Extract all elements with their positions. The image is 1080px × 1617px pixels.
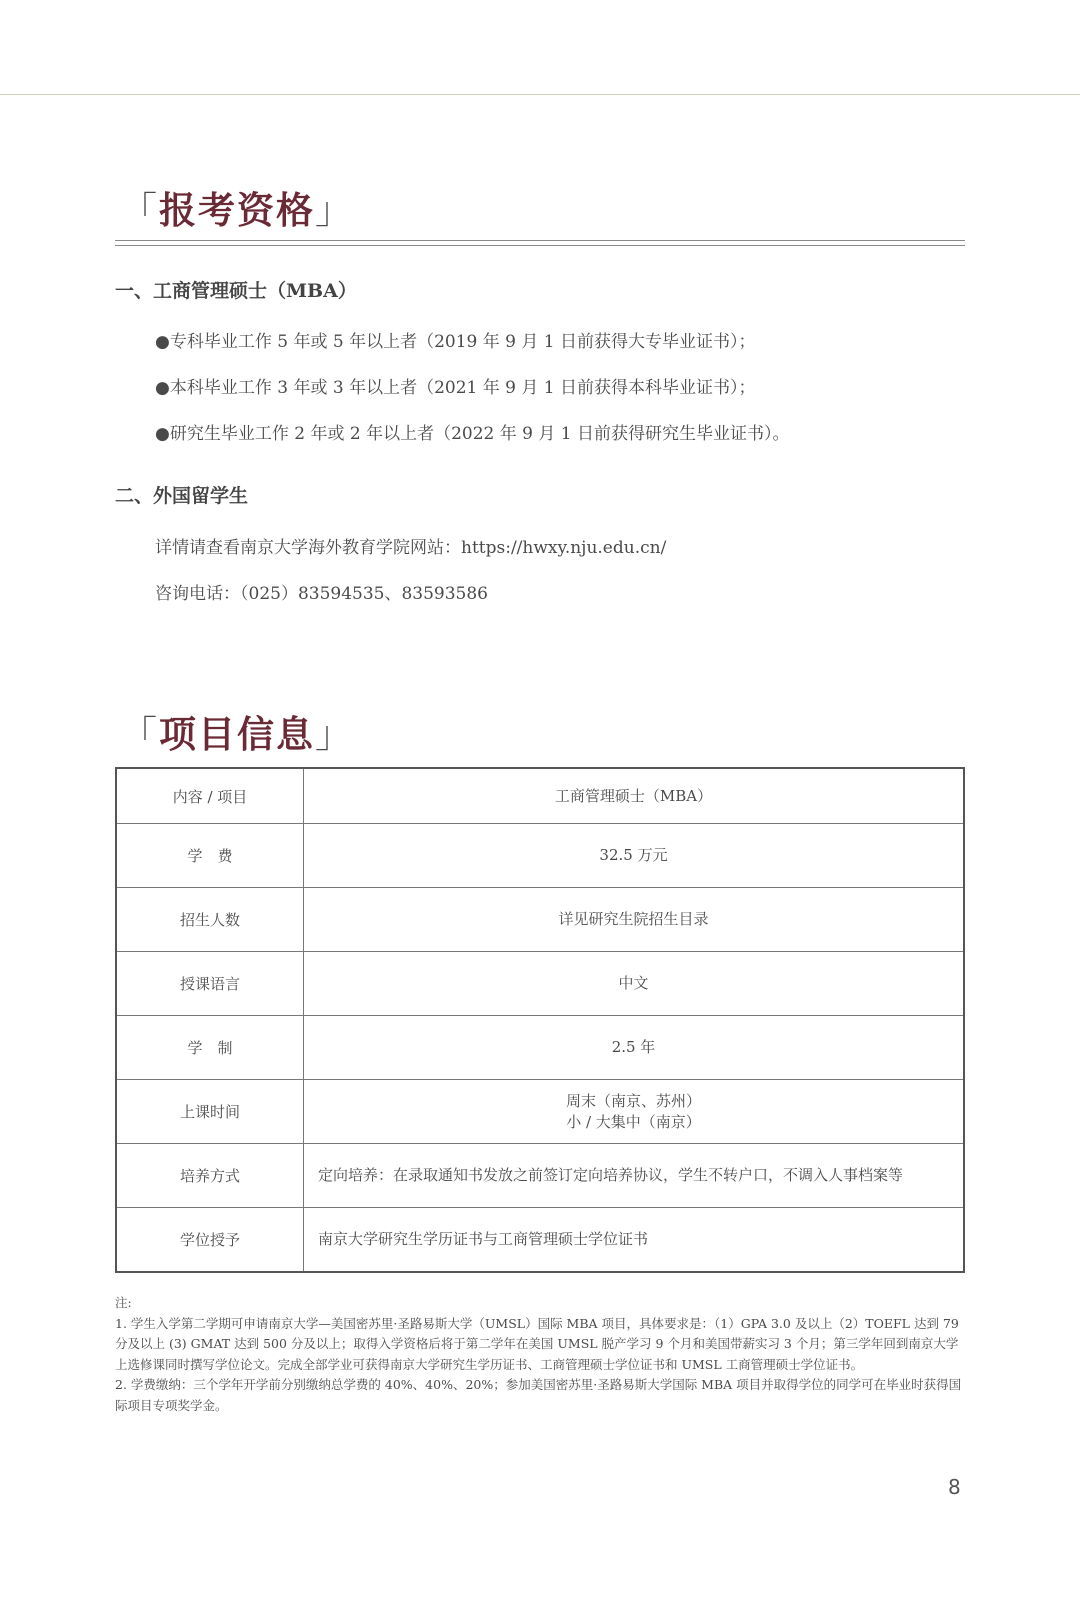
row-value-schedule bbox=[304, 1080, 965, 1144]
mba-heading: 一、工商管理硕士（MBA） bbox=[115, 280, 357, 302]
mba-requirement-2: ●本科毕业工作 3 年或 3 年以上者（2021 年 9 月 1 日前获得本科毕业证书）； bbox=[155, 378, 756, 398]
schedule-line-2: 小 / 大集中（南京） bbox=[566, 1112, 701, 1131]
row-label-degree: 学位授予 bbox=[116, 1208, 304, 1273]
row-label-enrollment: 招生人数 bbox=[116, 888, 304, 952]
row-label-language: 授课语言 bbox=[116, 952, 304, 1016]
section-title-text: 项目信息 bbox=[159, 712, 315, 756]
row-value-duration: 2.5 年 bbox=[304, 1016, 965, 1080]
row-label-schedule: 上课时间 bbox=[116, 1080, 304, 1144]
table-row bbox=[116, 1080, 964, 1144]
open-bracket: 「 bbox=[120, 189, 159, 232]
schedule-line-1: 周末（南京、苏州） bbox=[565, 1092, 701, 1111]
table-row bbox=[116, 1016, 964, 1080]
table-row bbox=[116, 952, 964, 1016]
foreign-students-heading: 二、外国留学生 bbox=[115, 485, 249, 507]
row-value-tuition: 32.5 万元 bbox=[304, 824, 965, 888]
section-title-eligibility bbox=[120, 180, 354, 234]
mba-requirement-3: ●研究生毕业工作 2 年或 2 年以上者（2022 年 9 月 1 日前获得研究生毕业证书）。 bbox=[155, 424, 790, 444]
close-bracket: 」 bbox=[315, 713, 354, 756]
table-header-row bbox=[116, 768, 964, 824]
footnotes bbox=[115, 1293, 967, 1416]
table-header-value: 工商管理硕士（MBA） bbox=[304, 768, 965, 824]
row-value-enrollment: 详见研究生院招生目录 bbox=[304, 888, 965, 952]
open-bracket: 「 bbox=[120, 713, 159, 756]
row-label-training-mode: 培养方式 bbox=[116, 1144, 304, 1208]
section-title-text: 报考资格 bbox=[159, 188, 315, 232]
row-value-training-mode: 定向培养：在录取通知书发放之前签订定向培养协议，学生不转户口，不调入人事档案等 bbox=[304, 1144, 965, 1208]
row-label-tuition: 学 费 bbox=[116, 824, 304, 888]
note-1: 1. 学生入学第二学期可申请南京大学—美国密苏里·圣路易斯大学（UMSL）国际 MBA 项目，具体要求是：（1）GPA 3.0 及以上（2）TOEFL 达到 79 分及以上 (3) GMAT 达到 500 分及以上；取得入学资格后将于第二学年在美国 UMSL 脱产学习 9 个月和美国带薪实习 3 个月；第三学年回到南京大学上选修课同时撰写学位论文。完成全部学业可获得南京大学研究生学历证书、工商管理硕士学位证书和 UMSL 工商管理硕士学位证书。 bbox=[115, 1315, 959, 1372]
row-label-duration: 学 制 bbox=[116, 1016, 304, 1080]
mba-requirement-1: ●专科毕业工作 5 年或 5 年以上者（2019 年 9 月 1 日前获得大专毕业证书）； bbox=[155, 332, 756, 352]
row-value-language: 中文 bbox=[304, 952, 965, 1016]
table-row bbox=[116, 1208, 964, 1273]
page-number: 8 bbox=[948, 1475, 961, 1499]
foreign-phone-line: 咨询电话：（025）83594535、83593586 bbox=[155, 584, 489, 604]
table-row bbox=[116, 824, 964, 888]
note-2: 2. 学费缴纳：三个学年开学前分别缴纳总学费的 40%、40%、20%；参加美国密苏里·圣路易斯大学国际 MBA 项目并取得学位的同学可在毕业时获得国际项目专项奖学金。 bbox=[115, 1377, 962, 1413]
table-row bbox=[116, 1144, 964, 1208]
table-row bbox=[116, 888, 964, 952]
section-title-program-info bbox=[120, 704, 354, 758]
notes-title: 注: bbox=[115, 1295, 132, 1310]
top-divider bbox=[0, 94, 1080, 95]
row-value-degree: 南京大学研究生学历证书与工商管理硕士学位证书 bbox=[304, 1208, 965, 1273]
program-info-table bbox=[115, 767, 965, 1273]
close-bracket: 」 bbox=[315, 189, 354, 232]
section-double-divider bbox=[115, 240, 965, 246]
foreign-website-line: 详情请查看南京大学海外教育学院网站：https://hwxy.nju.edu.cn/ bbox=[155, 538, 667, 558]
table-header-label: 内容 / 项目 bbox=[116, 768, 304, 824]
